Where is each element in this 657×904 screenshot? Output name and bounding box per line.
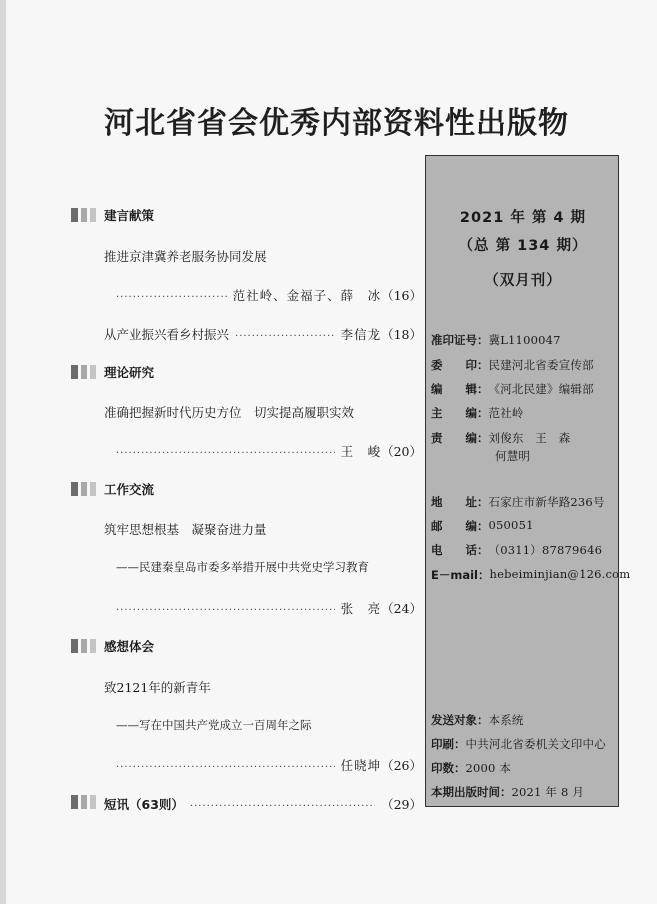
toc-entry-authors: 任晓坤 [340, 758, 382, 773]
toc-entry-title: 从产业振兴看乡村振兴 [104, 327, 230, 342]
leader-dots [116, 605, 335, 616]
toc-entry-byline [116, 286, 422, 304]
info-value: 《河北民建》编辑部 [488, 382, 594, 396]
toc-entry-page: （16） [381, 288, 422, 303]
info-key: 本期出版时间： [431, 785, 512, 799]
section-marker-icon [71, 795, 96, 809]
info-key: 委 印： [431, 358, 489, 372]
section-label: 感想体会 [104, 639, 155, 654]
toc-entry-title[interactable]: 筑牢思想根基 凝聚奋进力量 [104, 522, 267, 537]
info-row-print-run [431, 760, 511, 776]
info-row-postcode [431, 518, 534, 534]
section-label: 短讯（63则） [104, 797, 184, 812]
info-key: E－mail： [431, 568, 490, 582]
section-heading-lilun [71, 364, 154, 380]
issue-number: 2021 年 第 4 期 [459, 210, 587, 226]
section-heading-ganxiang [71, 638, 154, 654]
toc-entry-byline [116, 599, 422, 617]
toc-entry-title[interactable]: 准确把握新时代历史方位 切实提高履职实效 [104, 405, 355, 420]
leader-dots [116, 762, 335, 773]
info-row-printer [431, 736, 606, 752]
info-value: 本系统 [488, 713, 524, 727]
toc-entry[interactable] [104, 325, 422, 343]
total-issue: （总 第 134 期） [458, 238, 588, 254]
info-key: 责 编： [431, 431, 489, 445]
info-key: 邮 编： [431, 519, 489, 533]
publication-info-box [425, 155, 631, 807]
info-value: 050051 [488, 518, 534, 532]
toc-entry-title[interactable]: 推进京津冀养老服务协同发展 [104, 249, 267, 264]
toc-entry-subtitle: ——写在中国共产党成立一百周年之际 [116, 718, 312, 732]
info-row-address [431, 494, 605, 510]
leader-dots [116, 292, 227, 303]
info-value: 中共河北省委机关文印中心 [465, 737, 606, 751]
section-marker-icon [71, 639, 96, 653]
section-marker-icon [71, 365, 96, 379]
toc-brief[interactable] [71, 795, 422, 811]
toc-entry-title[interactable]: 致2121年的新青年 [104, 680, 211, 695]
toc-entry-byline [116, 442, 422, 460]
info-value: 冀L1100047 [488, 333, 561, 347]
toc-entry-page: （29） [381, 797, 422, 812]
info-value: 民建河北省委宣传部 [488, 358, 594, 372]
toc-entry-authors: 范社岭、金福子、薛 冰 [232, 288, 382, 303]
section-marker-icon [71, 208, 96, 222]
leader-dots [190, 801, 375, 812]
section-heading-gongzuo [71, 481, 154, 497]
info-key: 印数： [431, 761, 466, 775]
toc-entry-page: （24） [381, 601, 422, 616]
info-row-phone [431, 542, 602, 558]
info-key: 准印证号： [431, 333, 489, 347]
info-row-recipients [431, 712, 524, 728]
leader-dots [116, 448, 335, 459]
toc-entry-page: （18） [381, 327, 422, 342]
leader-dots [235, 331, 335, 342]
frequency: （双月刊） [484, 273, 562, 289]
info-row-permit [431, 332, 561, 348]
info-row-sponsor [431, 357, 594, 373]
info-key: 主 编： [431, 406, 489, 420]
info-value[interactable]: hebeiminjian@126.com [489, 567, 631, 581]
info-value: 刘俊东 王 森 [488, 431, 571, 445]
info-row-email [431, 567, 630, 583]
info-row-editor-dept [431, 381, 594, 397]
toc-entry-authors: 张 亮 [340, 601, 382, 616]
info-value: 2000 本 [465, 761, 512, 775]
section-label: 工作交流 [104, 482, 155, 497]
info-row-responsible-editor-2 [495, 448, 530, 464]
section-heading-jianyan [71, 207, 154, 223]
toc-entry-authors: 李信龙 [340, 327, 382, 342]
info-row-responsible-editor [431, 430, 570, 446]
info-value: 2021 年 8 月 [511, 785, 585, 799]
section-label: 建言献策 [104, 208, 155, 223]
info-key: 地 址： [431, 495, 489, 509]
section-marker-icon [71, 482, 96, 496]
toc-entry-page: （20） [381, 444, 422, 459]
toc-entry-byline [116, 756, 422, 774]
info-key: 印刷： [431, 737, 466, 751]
info-value: 石家庄市新华路236号 [488, 495, 605, 509]
info-row-publish-date [431, 784, 584, 800]
page-title: 河北省省会优秀内部资料性出版物 [104, 106, 569, 141]
toc-entry-subtitle: ——民建秦皇岛市委多举措开展中共党史学习教育 [116, 560, 369, 574]
toc-entry-page: （26） [381, 758, 422, 773]
info-key: 编 辑： [431, 382, 489, 396]
toc-entry-authors: 王 峻 [340, 444, 382, 459]
info-key: 电 话： [431, 543, 489, 557]
info-value: 何慧明 [495, 449, 531, 463]
page-edge [0, 0, 6, 904]
info-row-chief-editor [431, 405, 524, 421]
info-value: （0311）87879646 [488, 543, 603, 557]
info-key: 发送对象： [431, 713, 489, 727]
section-label: 理论研究 [104, 365, 155, 380]
info-value: 范社岭 [488, 406, 524, 420]
